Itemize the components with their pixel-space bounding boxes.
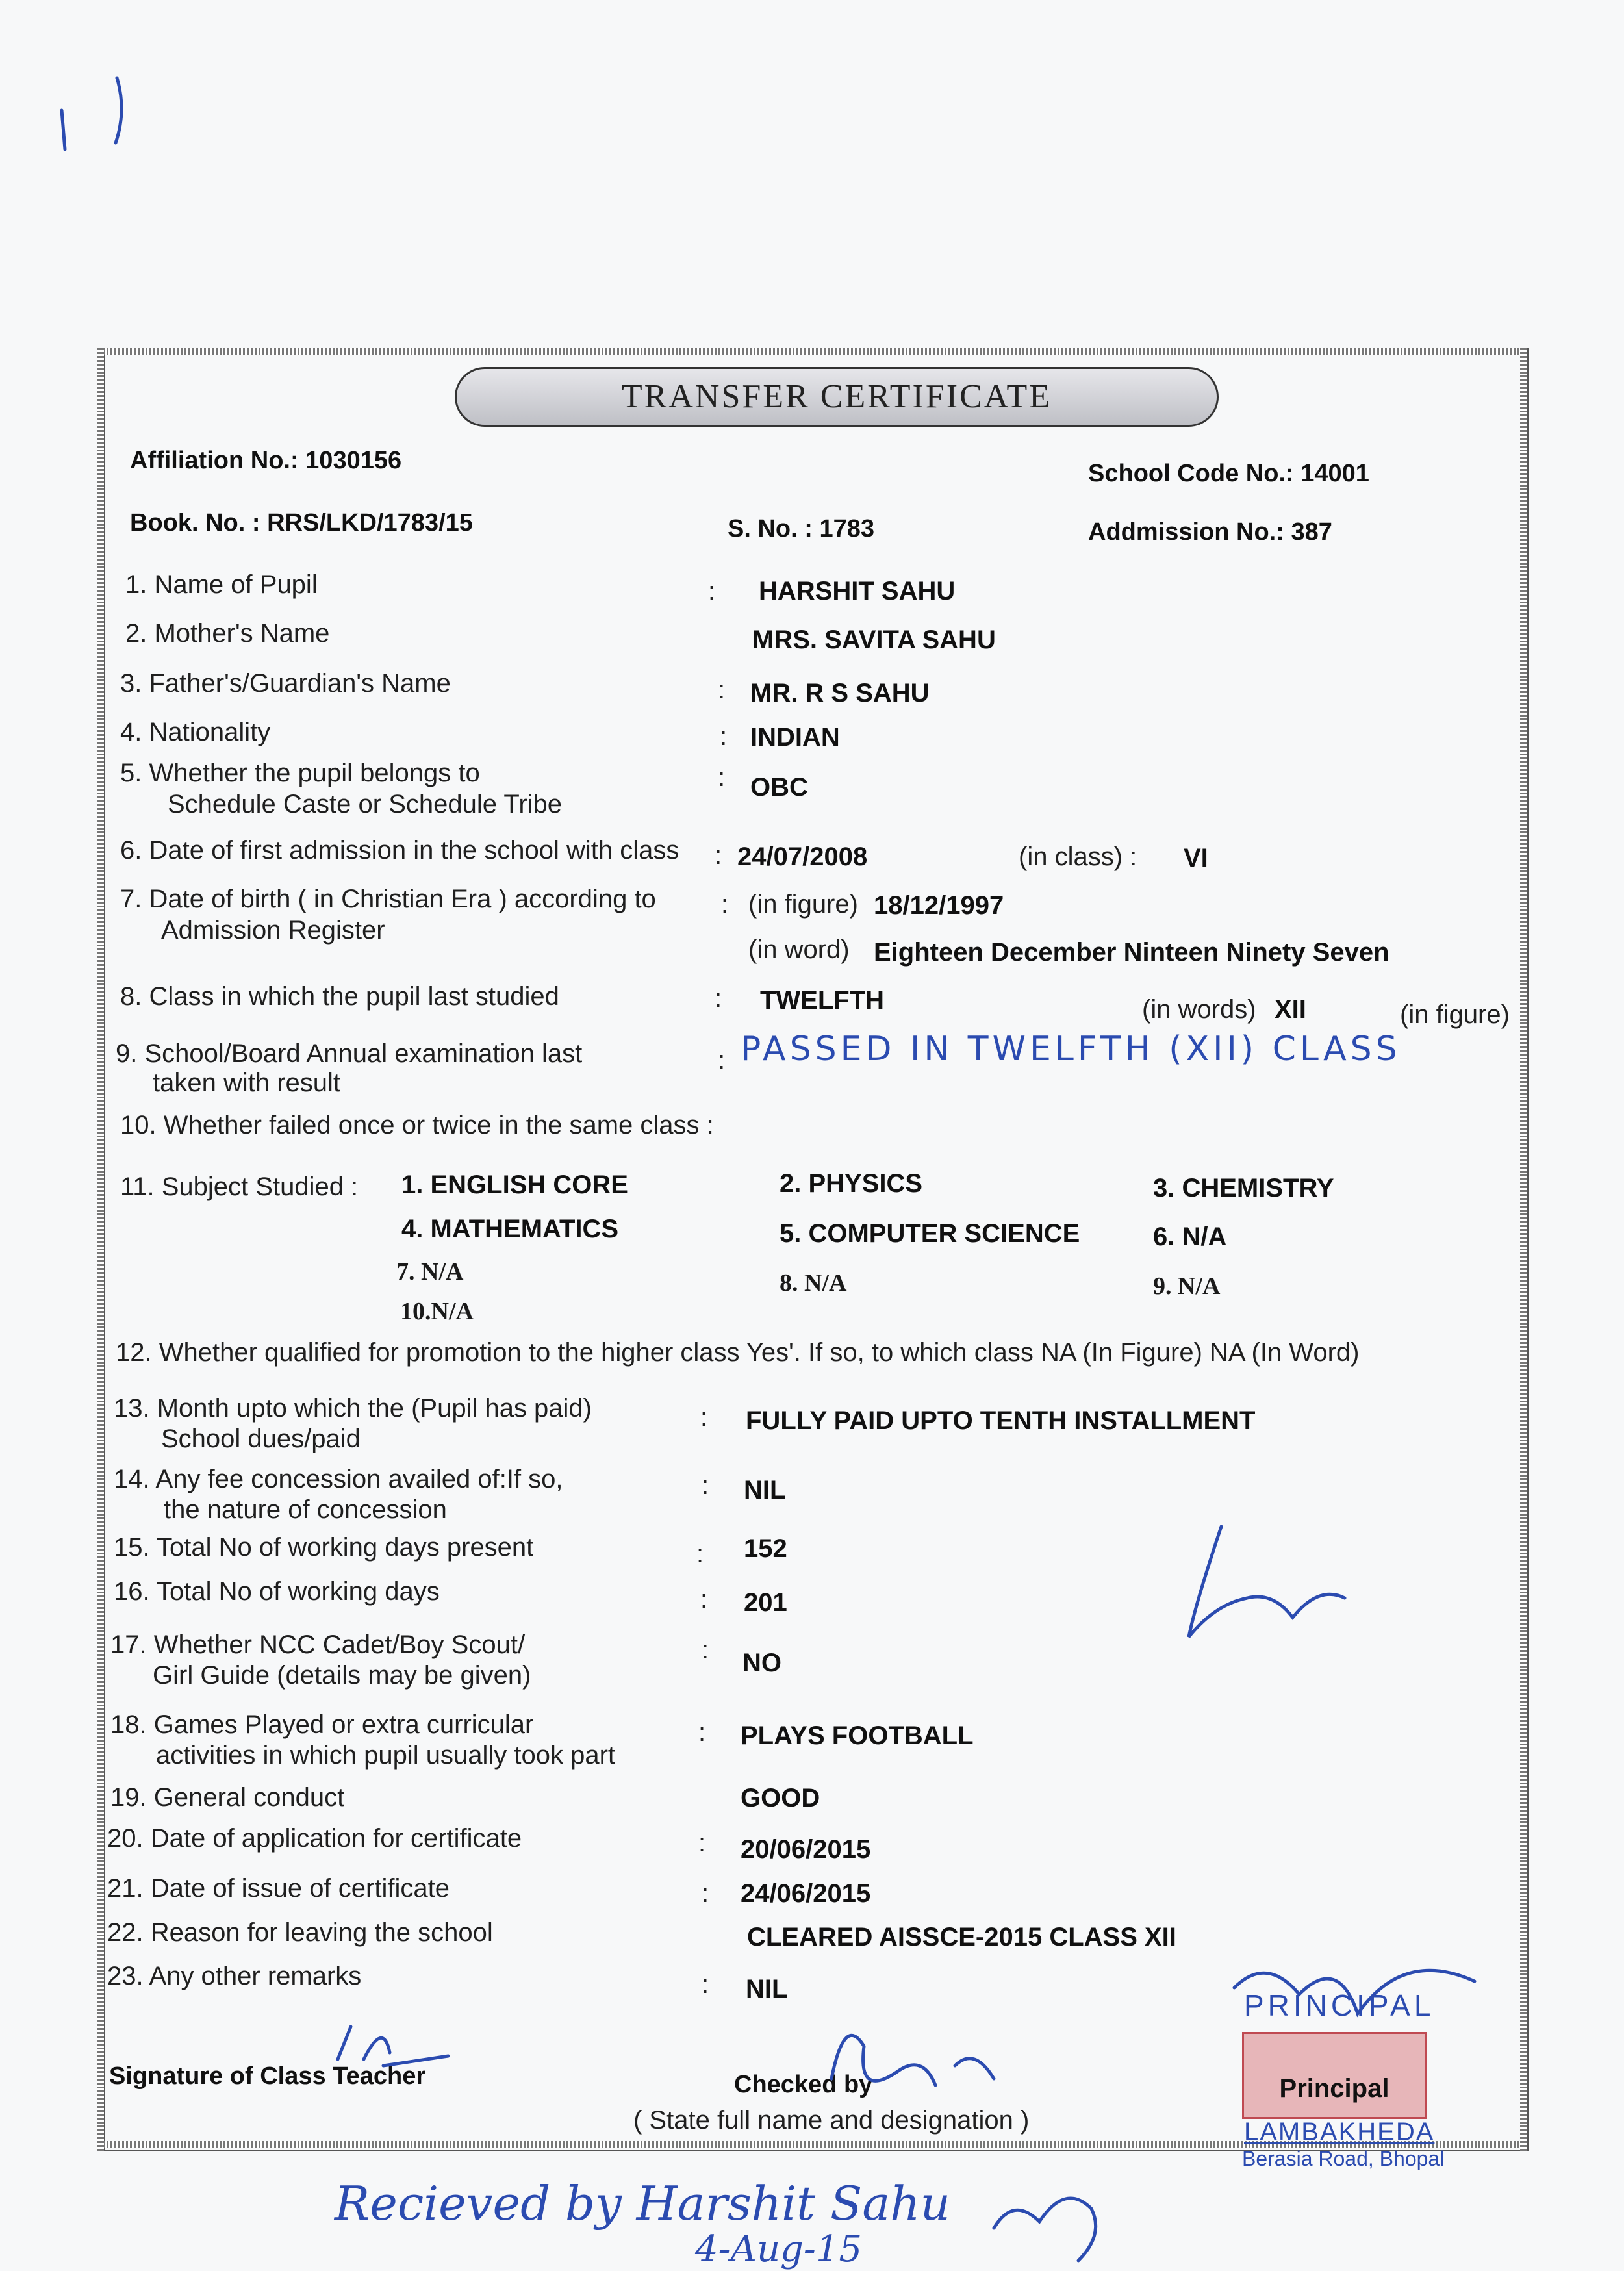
dob-figure-label: (in figure) [748,890,858,919]
checked-by-label: Checked by [734,2071,873,2098]
row-13-colon: : [700,1403,708,1432]
row-7-colon: : [721,890,729,919]
row-10-label: 10. Whether failed once or twice in the same class : [120,1111,714,1139]
subject-4: 4. MATHEMATICS [401,1215,619,1243]
principal-handwritten: PRINCIPAL [1244,1988,1435,2022]
admission-class-label: (in class) : [1019,843,1137,871]
row-9-label-line1: 9. School/Board Annual examination last [116,1039,583,1068]
serial-number: S. No. : 1783 [728,515,874,542]
principal-signature [1234,1970,1475,2014]
affiliation-number: Affiliation No.: 1030156 [130,447,402,474]
row-11-label: 11. Subject Studied : [120,1173,359,1201]
receipt-initials [994,2198,1096,2261]
subject-10: 10.N/A [400,1298,474,1325]
row-17-label-line2: Girl Guide (details may be given) [153,1661,531,1690]
mother-name-value: MRS. SAVITA SAHU [752,626,996,654]
row-21-label: 21. Date of issue of certificate [107,1874,450,1903]
admission-class-value: VI [1184,844,1208,872]
principal-stamp-text: Principal [1279,2074,1389,2103]
admission-date-value: 24/07/2008 [737,843,868,871]
caste-value: OBC [750,773,808,802]
remarks-value: NIL [746,1975,788,2003]
verifier-signature [1189,1527,1345,1637]
row-18-colon: : [698,1718,706,1747]
row-1-label: 1. Name of Pupil [125,570,318,599]
row-17-colon: : [702,1636,709,1664]
subject-3: 3. CHEMISTRY [1153,1174,1334,1202]
row-22-label: 22. Reason for leaving the school [107,1918,493,1947]
row-5-colon: : [718,763,726,792]
exam-result-handwritten: PASSED IN TWELFTH (XII) CLASS [741,1030,1401,1069]
row-1-colon: : [708,577,716,605]
class-teacher-signature [338,2027,448,2066]
row-14-label-line1: 14. Any fee concession availed of:If so, [114,1465,563,1493]
row-12-text: 12. Whether qualified for promotion to the higher class Yes'. If so, to which class NA (In Figure) NA (In Word) [116,1338,1360,1367]
row-3-colon: : [718,676,726,704]
row-3-label: 3. Father's/Guardian's Name [120,669,451,698]
row-13-label-line2: School dues/paid [161,1425,361,1453]
last-class-figure-value: XII [1275,995,1306,1024]
row-18-label-line1: 18. Games Played or extra curricular [110,1710,534,1739]
book-number: Book. No. : RRS/LKD/1783/15 [130,509,473,537]
subject-5: 5. COMPUTER SCIENCE [780,1219,1080,1248]
admission-number: Addmission No.: 387 [1088,518,1332,546]
row-14-colon: : [702,1471,709,1500]
row-4-label: 4. Nationality [120,718,271,746]
row-16-label: 16. Total No of working days [114,1577,440,1606]
row-17-label-line1: 17. Whether NCC Cadet/Boy Scout/ [110,1630,526,1659]
issue-date-value: 24/06/2015 [741,1879,871,1908]
row-5-label-line1: 5. Whether the pupil belongs to [120,759,480,787]
state-full-name-note: ( State full name and designation ) [633,2106,1030,2135]
father-name-value: MR. R S SAHU [750,679,930,707]
working-days-value: 201 [744,1588,787,1617]
subject-1: 1. ENGLISH CORE [401,1171,628,1199]
school-place: LAMBAKHEDA [1244,2118,1435,2146]
pupil-name-value: HARSHIT SAHU [759,577,956,605]
subject-2: 2. PHYSICS [780,1169,923,1198]
row-16-colon: : [700,1585,708,1614]
row-9-colon: : [718,1046,726,1074]
row-5-label-line2: Schedule Caste or Schedule Tribe [168,790,563,818]
subject-6: 6. N/A [1153,1223,1227,1251]
receipt-handwritten: Recieved by Harshit Sahu [335,2176,950,2231]
margin-pen-stroke [62,78,121,149]
last-class-words-label: (in words) [1142,995,1256,1024]
ncc-value: NO [742,1649,781,1677]
row-14-label-line2: the nature of concession [164,1495,447,1524]
row-20-colon: : [698,1829,706,1857]
row-23-colon: : [702,1970,709,1999]
certificate-title: TRANSFER CERTIFICATE [621,378,1052,415]
row-2-label: 2. Mother's Name [125,619,330,648]
receipt-date-handwritten: 4-Aug-15 [695,2228,863,2270]
school-address: Berasia Road, Bhopal [1242,2147,1445,2170]
days-present-value: 152 [744,1534,787,1563]
dob-word-value: Eighteen December Ninteen Ninety Seven [874,938,1389,967]
row-15-colon: : [696,1540,704,1568]
subject-7: 7. N/A [396,1258,464,1286]
activities-value: PLAYS FOOTBALL [741,1721,974,1750]
last-class-value: TWELFTH [760,986,885,1015]
application-date-value: 20/06/2015 [741,1835,871,1864]
row-13-label-line1: 13. Month upto which the (Pupil has paid) [114,1394,592,1423]
leaving-reason-value: CLEARED AISSCE-2015 CLASS XII [747,1923,1176,1951]
row-23-label: 23. Any other remarks [107,1962,362,1990]
row-7-label-line2: Admission Register [161,916,385,945]
conduct-value: GOOD [741,1784,820,1812]
row-15-label: 15. Total No of working days present [114,1533,534,1562]
class-teacher-signature-label: Signature of Class Teacher [109,2062,426,2090]
checker-signature [831,2035,994,2085]
dob-figure-value: 18/12/1997 [874,891,1004,920]
dues-paid-value: FULLY PAID UPTO TENTH INSTALLMENT [746,1406,1256,1435]
row-6-colon: : [715,841,722,870]
subject-9: 9. N/A [1153,1273,1221,1300]
row-8-colon: : [715,984,722,1013]
row-9-label-line2: taken with result [153,1069,341,1097]
dob-word-label: (in word) [748,935,850,964]
row-8-label: 8. Class in which the pupil last studied [120,982,559,1011]
row-21-colon: : [702,1879,709,1908]
last-class-figure-label: (in figure) [1400,1000,1510,1029]
row-20-label: 20. Date of application for certificate [107,1824,522,1853]
subject-8: 8. N/A [780,1269,847,1297]
fee-concession-value: NIL [744,1476,786,1504]
nationality-value: INDIAN [750,723,840,752]
row-6-label: 6. Date of first admission in the school with class [120,836,679,865]
row-19-label: 19. General conduct [110,1783,345,1812]
row-18-label-line2: activities in which pupil usually took part [156,1741,616,1770]
row-4-colon: : [720,722,728,751]
row-7-label-line1: 7. Date of birth ( in Christian Era ) according to [120,885,656,913]
school-code: School Code No.: 14001 [1088,460,1369,487]
